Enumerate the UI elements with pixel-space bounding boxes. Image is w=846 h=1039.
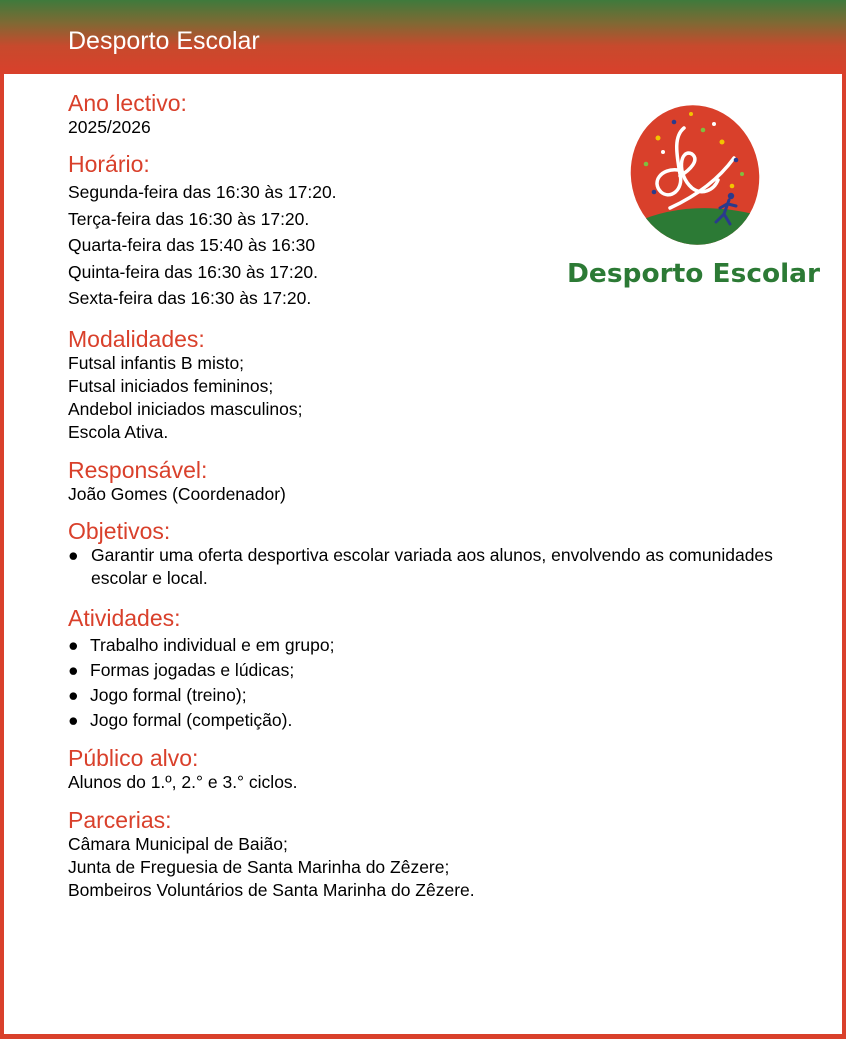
responsavel-value: João Gomes (Coordenador): [68, 483, 286, 504]
horario-item: Terça-feira das 16:30 às 17:20.: [68, 208, 310, 229]
horario-item: Segunda-feira das 16:30 às 17:20.: [68, 182, 337, 202]
horario-heading: Horário:: [68, 151, 150, 177]
ano-lectivo-value: 2025/2026: [68, 117, 151, 137]
atividade-text: Trabalho individual e em grupo;: [90, 634, 335, 655]
section-atividades: [68, 605, 808, 733]
section-parcerias: [68, 807, 808, 902]
bullet-icon: ●: [68, 634, 79, 655]
modalidade-item: Futsal infantis B misto;: [68, 352, 245, 373]
section-ano-lectivo: [68, 90, 808, 139]
objetivos-heading: Objetivos:: [68, 517, 171, 544]
publico-alvo-heading: Público alvo:: [68, 744, 199, 771]
horario-item: Sexta-feira das 16:30 às 17:20.: [68, 288, 312, 308]
atividade-text: Jogo formal (treino);: [90, 684, 247, 705]
atividade-item: [68, 708, 808, 733]
modalidade-item: Andebol iniciados masculinos;: [68, 398, 303, 419]
parceria-item: Junta de Freguesia de Santa Marinha do Zêzere;: [68, 856, 450, 877]
section-objetivos: [68, 518, 808, 591]
atividade-item: [68, 633, 808, 658]
title-banner: [0, 0, 846, 74]
objetivo-text: Garantir uma oferta desportiva escolar variada aos alunos, envolvendo as comunidades escolar e local.: [91, 544, 773, 588]
modalidade-item: Futsal iniciados femininos;: [68, 375, 274, 396]
atividade-text: Jogo formal (competição).: [90, 709, 293, 730]
section-modalidades: [68, 326, 808, 444]
bullet-icon: ●: [68, 544, 79, 565]
responsavel-heading: Responsável:: [68, 456, 208, 483]
objetivo-item: [68, 544, 808, 591]
parcerias-heading: Parcerias:: [68, 806, 172, 833]
atividade-item: [68, 658, 808, 683]
ano-lectivo-heading: Ano lectivo:: [68, 90, 187, 116]
atividades-heading: Atividades:: [68, 604, 181, 631]
section-horario: [68, 151, 808, 312]
parceria-item: Câmara Municipal de Baião;: [68, 833, 288, 854]
parceria-item: Bombeiros Voluntários de Santa Marinha do Zêzere.: [68, 879, 475, 900]
logo-wordmark: Desporto Escolar: [567, 259, 821, 289]
page-title: Desporto Escolar: [68, 27, 260, 55]
modalidades-heading: Modalidades:: [68, 325, 205, 352]
bullet-icon: ●: [68, 684, 79, 705]
horario-item: Quarta-feira das 15:40 às 16:30: [68, 235, 316, 255]
atividade-text: Formas jogadas e lúdicas;: [90, 659, 295, 680]
horario-item: Quinta-feira das 16:30 às 17:20.: [68, 261, 319, 282]
section-publico-alvo: [68, 745, 808, 794]
bullet-icon: ●: [68, 709, 79, 730]
content: [68, 90, 808, 902]
bullet-icon: ●: [68, 659, 79, 680]
section-responsavel: [68, 457, 808, 506]
atividade-item: [68, 683, 808, 708]
modalidade-item: Escola Ativa.: [68, 421, 169, 442]
publico-alvo-value: Alunos do 1.º, 2.° e 3.° ciclos.: [68, 771, 298, 792]
